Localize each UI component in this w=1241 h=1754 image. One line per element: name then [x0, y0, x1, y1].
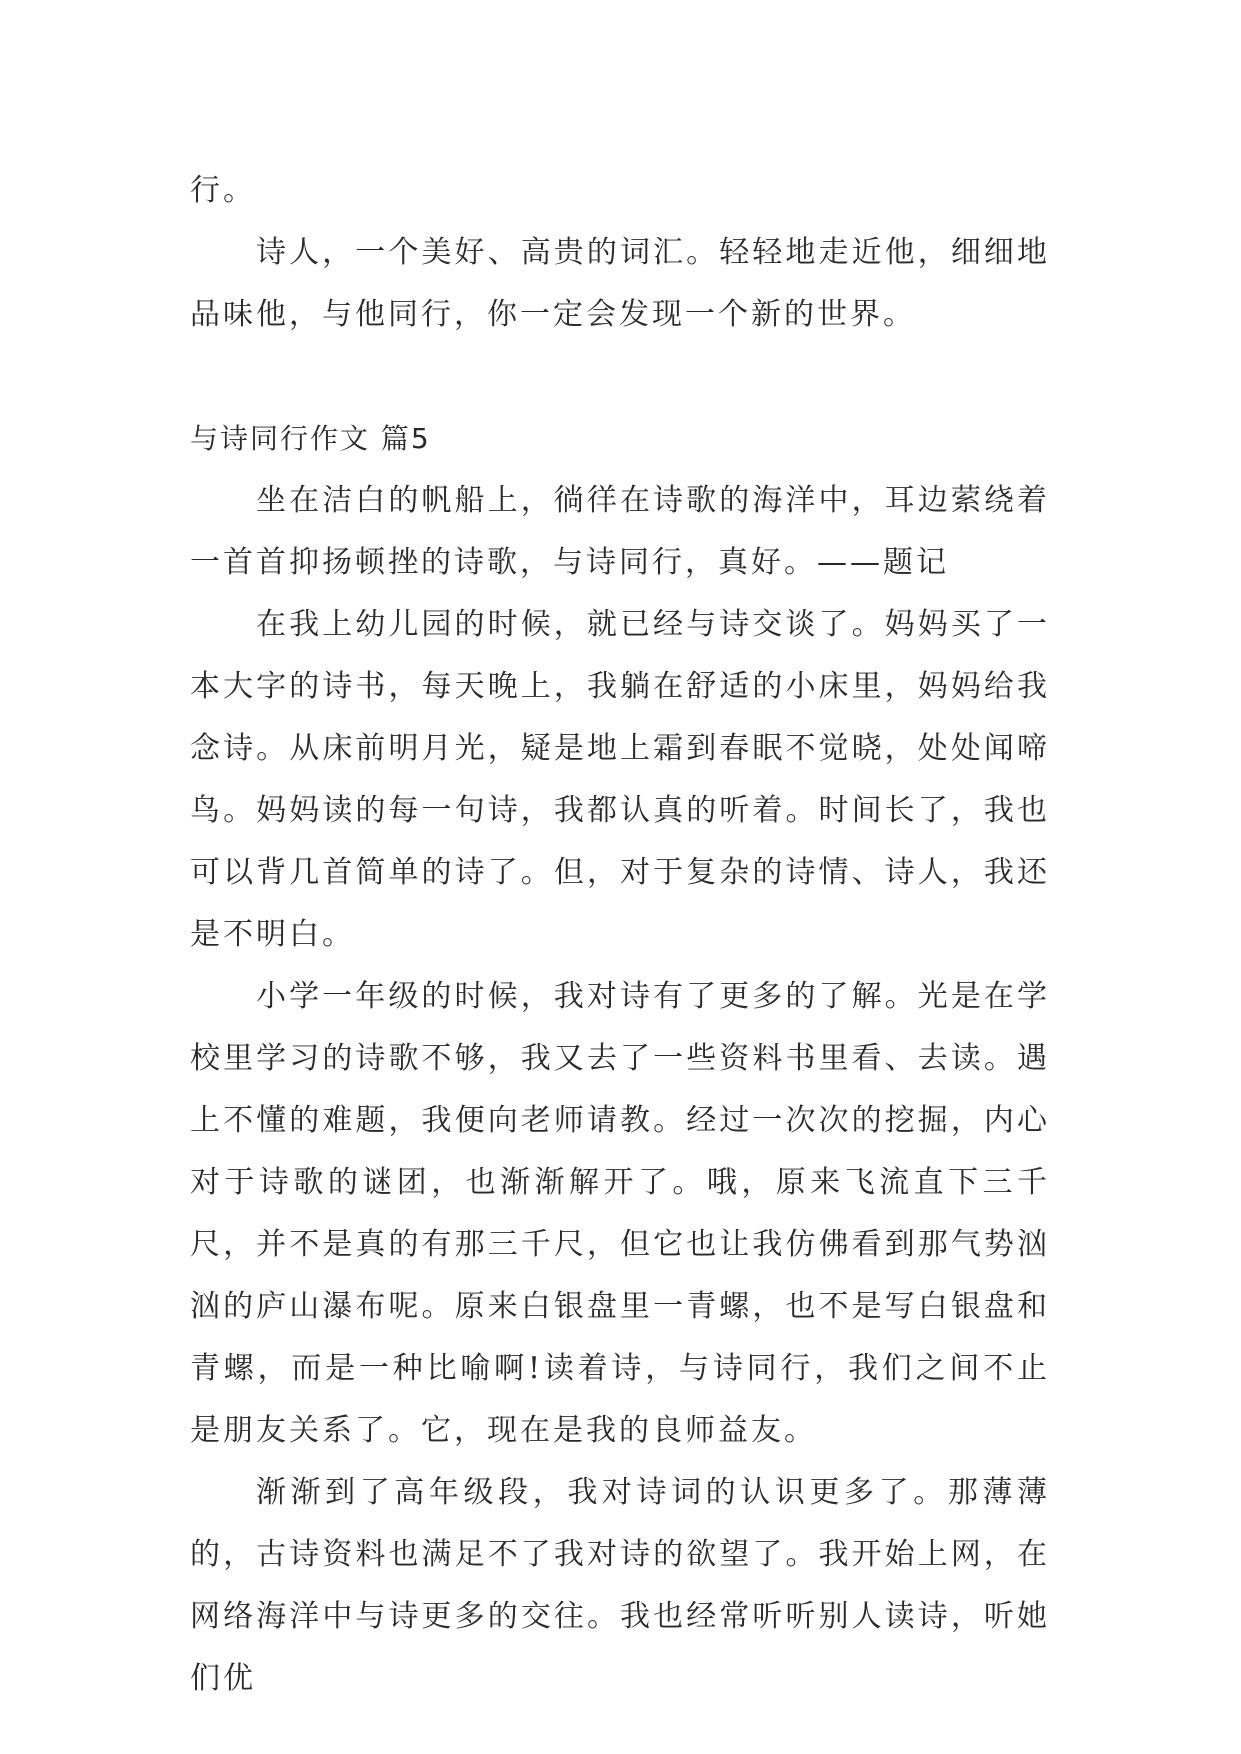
- paragraph: 小学一年级的时候，我对诗有了更多的了解。光是在学校里学习的诗歌不够，我又去了一些资料书里看、去读。遇上不懂的难题，我便向老师请教。经过一次次的挖掘，内心对于诗歌的谜团，也渐渐解开了。哦，原来飞流直下三千尺，并不是真的有那三千尺，但它也让我仿佛看到那气势汹汹的庐山瀑布呢。原来白银盘里一青螺，也不是写白银盘和青螺，而是一种比喻啊!读着诗，与诗同行，我们之间不止是朋友关系了。它，现在是我的良师益友。: [190, 979, 1050, 1448]
- paragraph-continued: 行。: [190, 173, 256, 208]
- paragraph: 在我上幼儿园的时候，就已经与诗交谈了。妈妈买了一本大字的诗书，每天晚上，我躺在舒适的小床里，妈妈给我念诗。从床前明月光，疑是地上霜到春眠不觉晓，处处闻啼鸟。妈妈读的每一句诗，我都认真的听着。时间长了，我也可以背几首简单的诗了。但，对于复杂的诗情、诗人，我还是不明白。: [190, 607, 1050, 952]
- document-body: [190, 160, 1050, 1710]
- paragraph-gap: [190, 346, 1050, 408]
- section-title: 与诗同行作文 篇5: [190, 422, 431, 455]
- paragraph: 渐渐到了高年级段，我对诗词的认识更多了。那薄薄的，古诗资料也满足不了我对诗的欲望了。我开始上网，在网络海洋中与诗更多的交往。我也经常听听别人读诗，听她们优: [190, 1475, 1050, 1696]
- paragraph: 诗人，一个美好、高贵的词汇。轻轻地走近他，细细地品味他，与他同行，你一定会发现一个新的世界。: [190, 235, 1050, 332]
- epigraph-paragraph: 坐在洁白的帆船上，徜徉在诗歌的海洋中，耳边萦绕着一首首抑扬顿挫的诗歌，与诗同行，真好。——题记: [190, 483, 1050, 580]
